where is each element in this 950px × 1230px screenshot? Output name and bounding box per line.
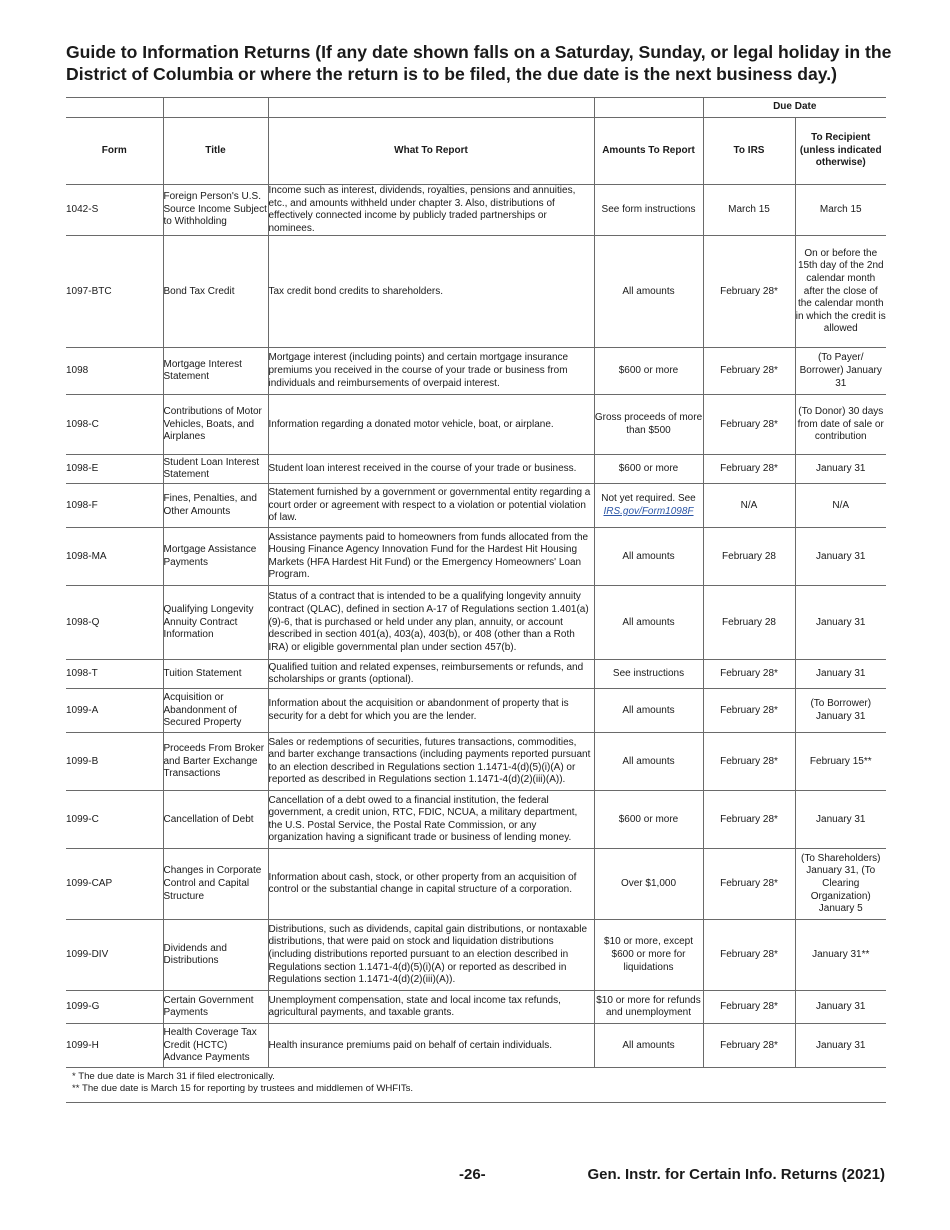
to-irs-cell: February 28* bbox=[703, 348, 795, 395]
amounts-cell: Not yet required. See IRS.gov/Form1098F bbox=[594, 484, 703, 528]
table-row bbox=[66, 395, 886, 455]
to-recipient-cell: (To Donor) 30 days from date of sale or contribution bbox=[795, 395, 886, 455]
to-recipient-cell: January 31 bbox=[795, 791, 886, 849]
table-row bbox=[66, 484, 886, 528]
form-cell: 1099-G bbox=[66, 991, 163, 1024]
amounts-cell: $600 or more bbox=[594, 348, 703, 395]
to-recipient-cell: January 31 bbox=[795, 455, 886, 484]
amounts-cell: $600 or more bbox=[594, 455, 703, 484]
title-cell: Foreign Person's U.S. Source Income Subject to Withholding bbox=[163, 185, 268, 236]
amounts-cell: All amounts bbox=[594, 586, 703, 660]
header-group-row bbox=[66, 98, 886, 118]
title-cell: Changes in Corporate Control and Capital Structure bbox=[163, 849, 268, 920]
what-to-report-cell: Assistance payments paid to homeowners from funds allocated from the Housing Finance Agency Innovation Fund for the Hardest Hit Housing Markets (HFA Hardest Hit Fund) or the Emergency Homeowners' Loan Program. bbox=[268, 528, 594, 586]
amounts-cell: $10 or more for refunds and unemployment bbox=[594, 991, 703, 1024]
form-cell: 1098-Q bbox=[66, 586, 163, 660]
table-row bbox=[66, 920, 886, 991]
to-irs-cell: March 15 bbox=[703, 185, 795, 236]
title-cell: Health Coverage Tax Credit (HCTC) Advance Payments bbox=[163, 1024, 268, 1068]
to-recipient-cell: N/A bbox=[795, 484, 886, 528]
table-row bbox=[66, 733, 886, 791]
what-to-report-cell: Tax credit bond credits to shareholders. bbox=[268, 236, 594, 348]
table-row bbox=[66, 528, 886, 586]
what-to-report-cell: Cancellation of a debt owed to a financial institution, the federal government, a credit union, RTC, FDIC, NCUA, a military department, the U.S. Postal Service, the Postal Rate Commission, or any organization having a significant trade or business of lending money. bbox=[268, 791, 594, 849]
form-cell: 1097-BTC bbox=[66, 236, 163, 348]
what-to-report-cell: Information about the acquisition or abandonment of property that is security for a debt for which you are the lender. bbox=[268, 689, 594, 733]
title-cell: Dividends and Distributions bbox=[163, 920, 268, 991]
what-to-report-cell: Distributions, such as dividends, capital gain distributions, or nontaxable distributions, that were paid on stock and liquidation distributions (including distributions reported pursuant to an election described in Regulations section 1.1471-4(d)(5)(i)(A) or reported as described in Regulations section 1.1471-4(d)(2)(iii)(A)). bbox=[268, 920, 594, 991]
to-irs-cell: February 28* bbox=[703, 920, 795, 991]
form-cell: 1098-MA bbox=[66, 528, 163, 586]
what-to-report-cell: Health insurance premiums paid on behalf of certain individuals. bbox=[268, 1024, 594, 1068]
to-recipient-cell: (To Payer/ Borrower) January 31 bbox=[795, 348, 886, 395]
to-irs-cell: February 28* bbox=[703, 1024, 795, 1068]
to-recipient-header: To Recipient (unless indicated otherwise) bbox=[795, 118, 886, 185]
title-cell: Acquisition or Abandonment of Secured Property bbox=[163, 689, 268, 733]
to-recipient-cell: (To Borrower) January 31 bbox=[795, 689, 886, 733]
amounts-cell: All amounts bbox=[594, 1024, 703, 1068]
what-to-report-cell: Income such as interest, dividends, royalties, pensions and annuities, etc., and amounts withheld under chapter 3. Also, distributions of effectively connected income by publicly traded partnerships or nominees. bbox=[268, 185, 594, 236]
form-cell: 1099-H bbox=[66, 1024, 163, 1068]
form-cell: 1098 bbox=[66, 348, 163, 395]
table-row bbox=[66, 348, 886, 395]
what-to-report-cell: Sales or redemptions of securities, futures transactions, commodities, and barter exchange transactions (including payments reported pursuant to an election described in Regulations section 1.1471-4(d)(5)(i)(A) or reported as described in Regulations section 1.1471-4(d)(2)(iii)(A)). bbox=[268, 733, 594, 791]
table-row bbox=[66, 791, 886, 849]
footnote-divider bbox=[66, 1102, 886, 1103]
to-irs-cell: February 28 bbox=[703, 528, 795, 586]
amounts-cell: All amounts bbox=[594, 733, 703, 791]
amounts-cell: All amounts bbox=[594, 689, 703, 733]
form-cell: 1098-E bbox=[66, 455, 163, 484]
header-row bbox=[66, 118, 886, 185]
title-header: Title bbox=[163, 118, 268, 185]
to-irs-header: To IRS bbox=[703, 118, 795, 185]
to-recipient-cell: January 31 bbox=[795, 660, 886, 689]
title-cell: Qualifying Longevity Annuity Contract Information bbox=[163, 586, 268, 660]
what-to-report-cell: Information regarding a donated motor vehicle, boat, or airplane. bbox=[268, 395, 594, 455]
header-spacer bbox=[268, 98, 594, 118]
to-recipient-cell: January 31** bbox=[795, 920, 886, 991]
footnotes bbox=[72, 1071, 413, 1095]
amounts-cell: $600 or more bbox=[594, 791, 703, 849]
what-to-report-cell: Status of a contract that is intended to be a qualifying longevity annuity contract (QLAC), defined in section A-17 of Regulations section 1.401(a)(9)-6, that is purchased or held under any plan, annuity, or account described in section 401(a), 403(a), 403(b), or 408 (other than a Roth IRA) or eligible governmental plan under section 457(b). bbox=[268, 586, 594, 660]
table-row bbox=[66, 1024, 886, 1068]
to-recipient-cell: January 31 bbox=[795, 1024, 886, 1068]
what-to-report-cell: Statement furnished by a government or governmental entity regarding a court order or agreement with respect to a violation or potential violation of law. bbox=[268, 484, 594, 528]
to-irs-cell: February 28* bbox=[703, 791, 795, 849]
what-to-report-header: What To Report bbox=[268, 118, 594, 185]
table-row bbox=[66, 236, 886, 348]
to-recipient-cell: February 15** bbox=[795, 733, 886, 791]
title-cell: Fines, Penalties, and Other Amounts bbox=[163, 484, 268, 528]
what-to-report-cell: Unemployment compensation, state and local income tax refunds, agricultural payments, and taxable grants. bbox=[268, 991, 594, 1024]
running-title: Gen. Instr. for Certain Info. Returns (2021) bbox=[587, 1166, 885, 1183]
to-recipient-cell: January 31 bbox=[795, 528, 886, 586]
title-cell: Bond Tax Credit bbox=[163, 236, 268, 348]
title-cell: Student Loan Interest Statement bbox=[163, 455, 268, 484]
form1098f-link[interactable]: IRS.gov/Form1098F bbox=[603, 505, 694, 517]
amounts-cell: $10 or more, except $600 or more for liquidations bbox=[594, 920, 703, 991]
due-date-header: Due Date bbox=[703, 98, 886, 118]
what-to-report-cell: Student loan interest received in the course of your trade or business. bbox=[268, 455, 594, 484]
amounts-cell: Gross proceeds of more than $500 bbox=[594, 395, 703, 455]
table-row bbox=[66, 689, 886, 733]
form-cell: 1099-C bbox=[66, 791, 163, 849]
title-cell: Contributions of Motor Vehicles, Boats, and Airplanes bbox=[163, 395, 268, 455]
form-cell: 1099-A bbox=[66, 689, 163, 733]
table-row bbox=[66, 849, 886, 920]
table-row bbox=[66, 586, 886, 660]
header-spacer bbox=[66, 98, 163, 118]
title-cell: Cancellation of Debt bbox=[163, 791, 268, 849]
to-irs-cell: February 28* bbox=[703, 849, 795, 920]
table-row bbox=[66, 455, 886, 484]
to-irs-cell: February 28* bbox=[703, 991, 795, 1024]
to-irs-cell: February 28* bbox=[703, 689, 795, 733]
form-cell: 1099-DIV bbox=[66, 920, 163, 991]
table-row bbox=[66, 660, 886, 689]
to-recipient-cell: January 31 bbox=[795, 586, 886, 660]
footnote-irs-electronic: * The due date is March 31 if filed electronically. bbox=[72, 1071, 275, 1082]
to-irs-cell: February 28* bbox=[703, 236, 795, 348]
amounts-cell: See form instructions bbox=[594, 185, 703, 236]
form-cell: 1099-B bbox=[66, 733, 163, 791]
header-spacer bbox=[163, 98, 268, 118]
to-irs-cell: February 28 bbox=[703, 586, 795, 660]
to-recipient-cell: (To Shareholders) January 31, (To Clearing Organization) January 5 bbox=[795, 849, 886, 920]
form-cell: 1098-T bbox=[66, 660, 163, 689]
amounts-cell: All amounts bbox=[594, 236, 703, 348]
form-cell: 1042-S bbox=[66, 185, 163, 236]
to-irs-cell: February 28* bbox=[703, 733, 795, 791]
to-irs-cell: N/A bbox=[703, 484, 795, 528]
table-row bbox=[66, 991, 886, 1024]
to-recipient-cell: March 15 bbox=[795, 185, 886, 236]
title-cell: Tuition Statement bbox=[163, 660, 268, 689]
what-to-report-cell: Qualified tuition and related expenses, reimbursements or refunds, and scholarships or grants (optional). bbox=[268, 660, 594, 689]
table-row bbox=[66, 185, 886, 236]
to-recipient-cell: On or before the 15th day of the 2nd calendar month after the close of the calendar month in which the credit is allowed bbox=[795, 236, 886, 348]
to-irs-cell: February 28* bbox=[703, 455, 795, 484]
header-spacer bbox=[594, 98, 703, 118]
amounts-cell: Over $1,000 bbox=[594, 849, 703, 920]
what-to-report-cell: Mortgage interest (including points) and certain mortgage insurance premiums you received in the course of your trade or business from individuals and reimbursements of overpaid interest. bbox=[268, 348, 594, 395]
title-cell: Proceeds From Broker and Barter Exchange Transactions bbox=[163, 733, 268, 791]
amounts-header: Amounts To Report bbox=[594, 118, 703, 185]
to-recipient-cell: January 31 bbox=[795, 991, 886, 1024]
amounts-cell: All amounts bbox=[594, 528, 703, 586]
footnote-whfit: ** The due date is March 15 for reporting by trustees and middlemen of WHFITs. bbox=[72, 1083, 414, 1094]
form-cell: 1099-CAP bbox=[66, 849, 163, 920]
information-returns-table bbox=[66, 97, 886, 1068]
to-irs-cell: February 28* bbox=[703, 395, 795, 455]
page-title: Guide to Information Returns (If any date shown falls on a Saturday, Sunday, or legal holiday in the District of Columbia or where the return is to be filed, the due date is the next business day.) bbox=[66, 42, 892, 84]
to-irs-cell: February 28* bbox=[703, 660, 795, 689]
page-number: -26- bbox=[459, 1166, 486, 1183]
form-cell: 1098-F bbox=[66, 484, 163, 528]
form-cell: 1098-C bbox=[66, 395, 163, 455]
title-cell: Certain Government Payments bbox=[163, 991, 268, 1024]
amounts-cell: See instructions bbox=[594, 660, 703, 689]
title-cell: Mortgage Assistance Payments bbox=[163, 528, 268, 586]
form-header: Form bbox=[66, 118, 163, 185]
what-to-report-cell: Information about cash, stock, or other property from an acquisition of control or the substantial change in capital structure of a corporation. bbox=[268, 849, 594, 920]
title-cell: Mortgage Interest Statement bbox=[163, 348, 268, 395]
